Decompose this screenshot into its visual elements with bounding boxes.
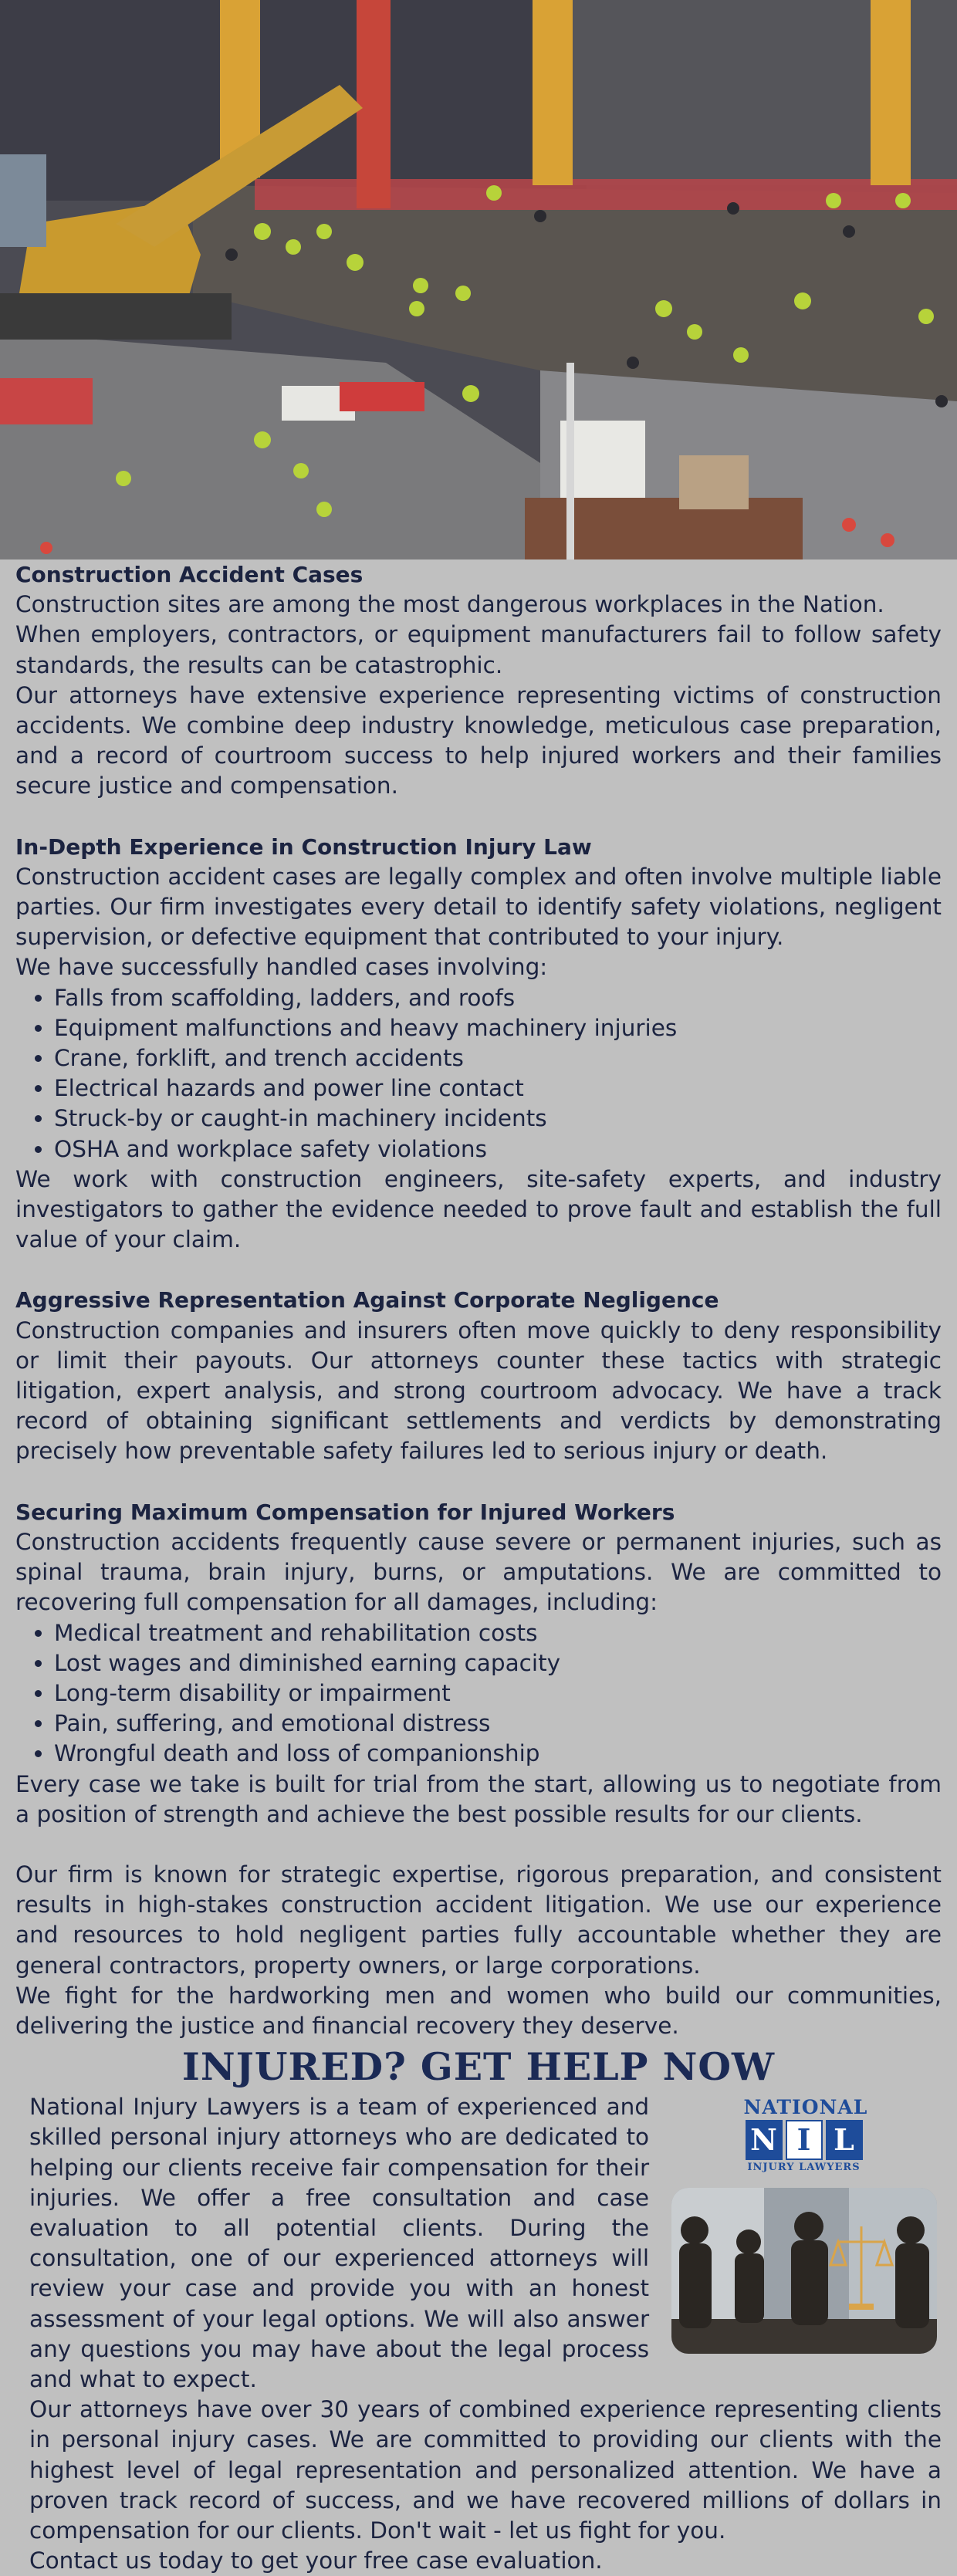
firm-logo[interactable] — [743, 2096, 868, 2174]
section-title-in-depth-experience: In-Depth Experience in Construction Injury Law — [15, 833, 592, 860]
paragraph: National Injury Lawyers is a team of experienced and skilled personal injury attorneys who are dedicated to helping our clients receive fair compensation for their injuries. We offer a free consultation and case evaluation to all potential clients. During the consultation, one of our experienced attorneys will review your case and provide you with an honest assessment of your legal options. We will also answer any questions you may have about the legal process and what to expect. — [29, 2094, 650, 2392]
logo-letter: I — [786, 2120, 823, 2160]
spacer — [15, 802, 942, 832]
damages-list — [15, 1618, 942, 1770]
section-title-construction-accidents: Construction Accident Cases — [15, 562, 364, 587]
cta-heading: INJURED? GET HELP NOW — [181, 2044, 776, 2090]
list-item: • Electrical hazards and power line contact — [54, 1073, 942, 1104]
paragraph: Construction sites are among the most dangerous workplaces in the Nation. — [15, 591, 884, 618]
attorneys-photo — [671, 2188, 937, 2354]
spacer — [15, 1467, 942, 1497]
paragraph: Every case we take is built for trial from the start, allowing us to negotiate from a position of strength and achieve the best possible results for our clients. — [15, 1770, 942, 1827]
list-item: • Struck-by or caught-in machinery incidents — [54, 1104, 942, 1134]
logo-letter: N — [746, 2120, 783, 2160]
paragraph: We have successfully handled cases involving: — [15, 954, 548, 981]
case-types-list — [15, 983, 942, 1165]
list-item: • Equipment malfunctions and heavy machinery injuries — [54, 1013, 942, 1043]
paragraph: When employers, contractors, or equipment manufacturers fail to follow safety standards, the results can be catastrophic. — [15, 621, 942, 678]
spacer — [15, 1255, 942, 1285]
paragraph: Construction companies and insurers often move quickly to deny responsibility or limit their payouts. Our attorneys counter these tactics with strategic litigation, expert analysis, and strong courtroom advocacy. We have a track record of obtaining significant settlements and verdicts by demonstrating precisely how preventable safety failures led to serious injury or death. — [15, 1317, 942, 1465]
paragraph: We work with construction engineers, site-safety experts, and industry investigators to gather the evidence needed to prove fault and establish the full value of your claim. — [15, 1165, 942, 1253]
paragraph: Construction accident cases are legally complex and often involve multiple liable parties. Our firm investigates every detail to identify safety violations, negligent supervision, or defective equipment that contributed to your injury. — [15, 863, 942, 951]
paragraph: We fight for the hardworking men and women who build our communities, delivering the justice and financial recovery they deserve. — [15, 1982, 942, 2039]
paragraph: Our attorneys have over 30 years of combined experience representing clients in personal injury cases. We are committed to providing our clients with the highest level of legal representation and personalized attention. We have a proven track record of success, and we have recovered millions of dollars in compensation for our clients. Don't wait - let us fight for you. — [29, 2396, 942, 2544]
list-item: • Lost wages and diminished earning capacity — [54, 1648, 942, 1678]
hero-image — [0, 0, 957, 559]
logo-name: NATIONAL — [743, 2096, 868, 2119]
section-title-aggressive-representation: Aggressive Representation Against Corporate Negligence — [15, 1287, 719, 1313]
about-section — [0, 2092, 957, 2576]
construction-scene-illustration — [0, 0, 957, 559]
paragraph: Our firm is known for strategic expertise, rigorous preparation, and consistent results in high-stakes construction accident litigation. We use our experience and resources to hold negligent parties fully accountable whether they are general contractors, property owners, or large corporations. — [15, 1861, 942, 1979]
attorneys-silhouette-illustration — [671, 2188, 937, 2354]
list-item: • Medical treatment and rehabilitation costs — [54, 1618, 942, 1648]
logo-subtitle: INJURY LAWYERS — [747, 2162, 861, 2174]
logo-letter: L — [826, 2120, 863, 2160]
paragraph: Contact us today to get your free case evaluation. — [29, 2547, 603, 2574]
list-item: • Crane, forklift, and trench accidents — [54, 1043, 942, 1073]
list-item: • OSHA and workplace safety violations — [54, 1134, 942, 1165]
paragraph: Construction accidents frequently cause severe or permanent injuries, such as spinal trauma, brain injury, burns, or amputations. We are committed to recovering full compensation for all damages, including: — [15, 1528, 942, 1616]
list-item: • Pain, suffering, and emotional distress — [54, 1709, 942, 1739]
list-item: • Falls from scaffolding, ladders, and roofs — [54, 983, 942, 1013]
list-item: • Wrongful death and loss of companionship — [54, 1739, 942, 1769]
paragraph: Our attorneys have extensive experience representing victims of construction accidents. We combine deep industry knowledge, meticulous case preparation, and a record of courtroom success to help injured workers and their families secure justice and compensation. — [15, 681, 942, 800]
section-title-maximum-compensation: Securing Maximum Compensation for Injured Workers — [15, 1499, 675, 1525]
list-item: • Long-term disability or impairment — [54, 1678, 942, 1709]
main-content — [0, 559, 957, 2041]
spacer — [15, 1830, 942, 1860]
